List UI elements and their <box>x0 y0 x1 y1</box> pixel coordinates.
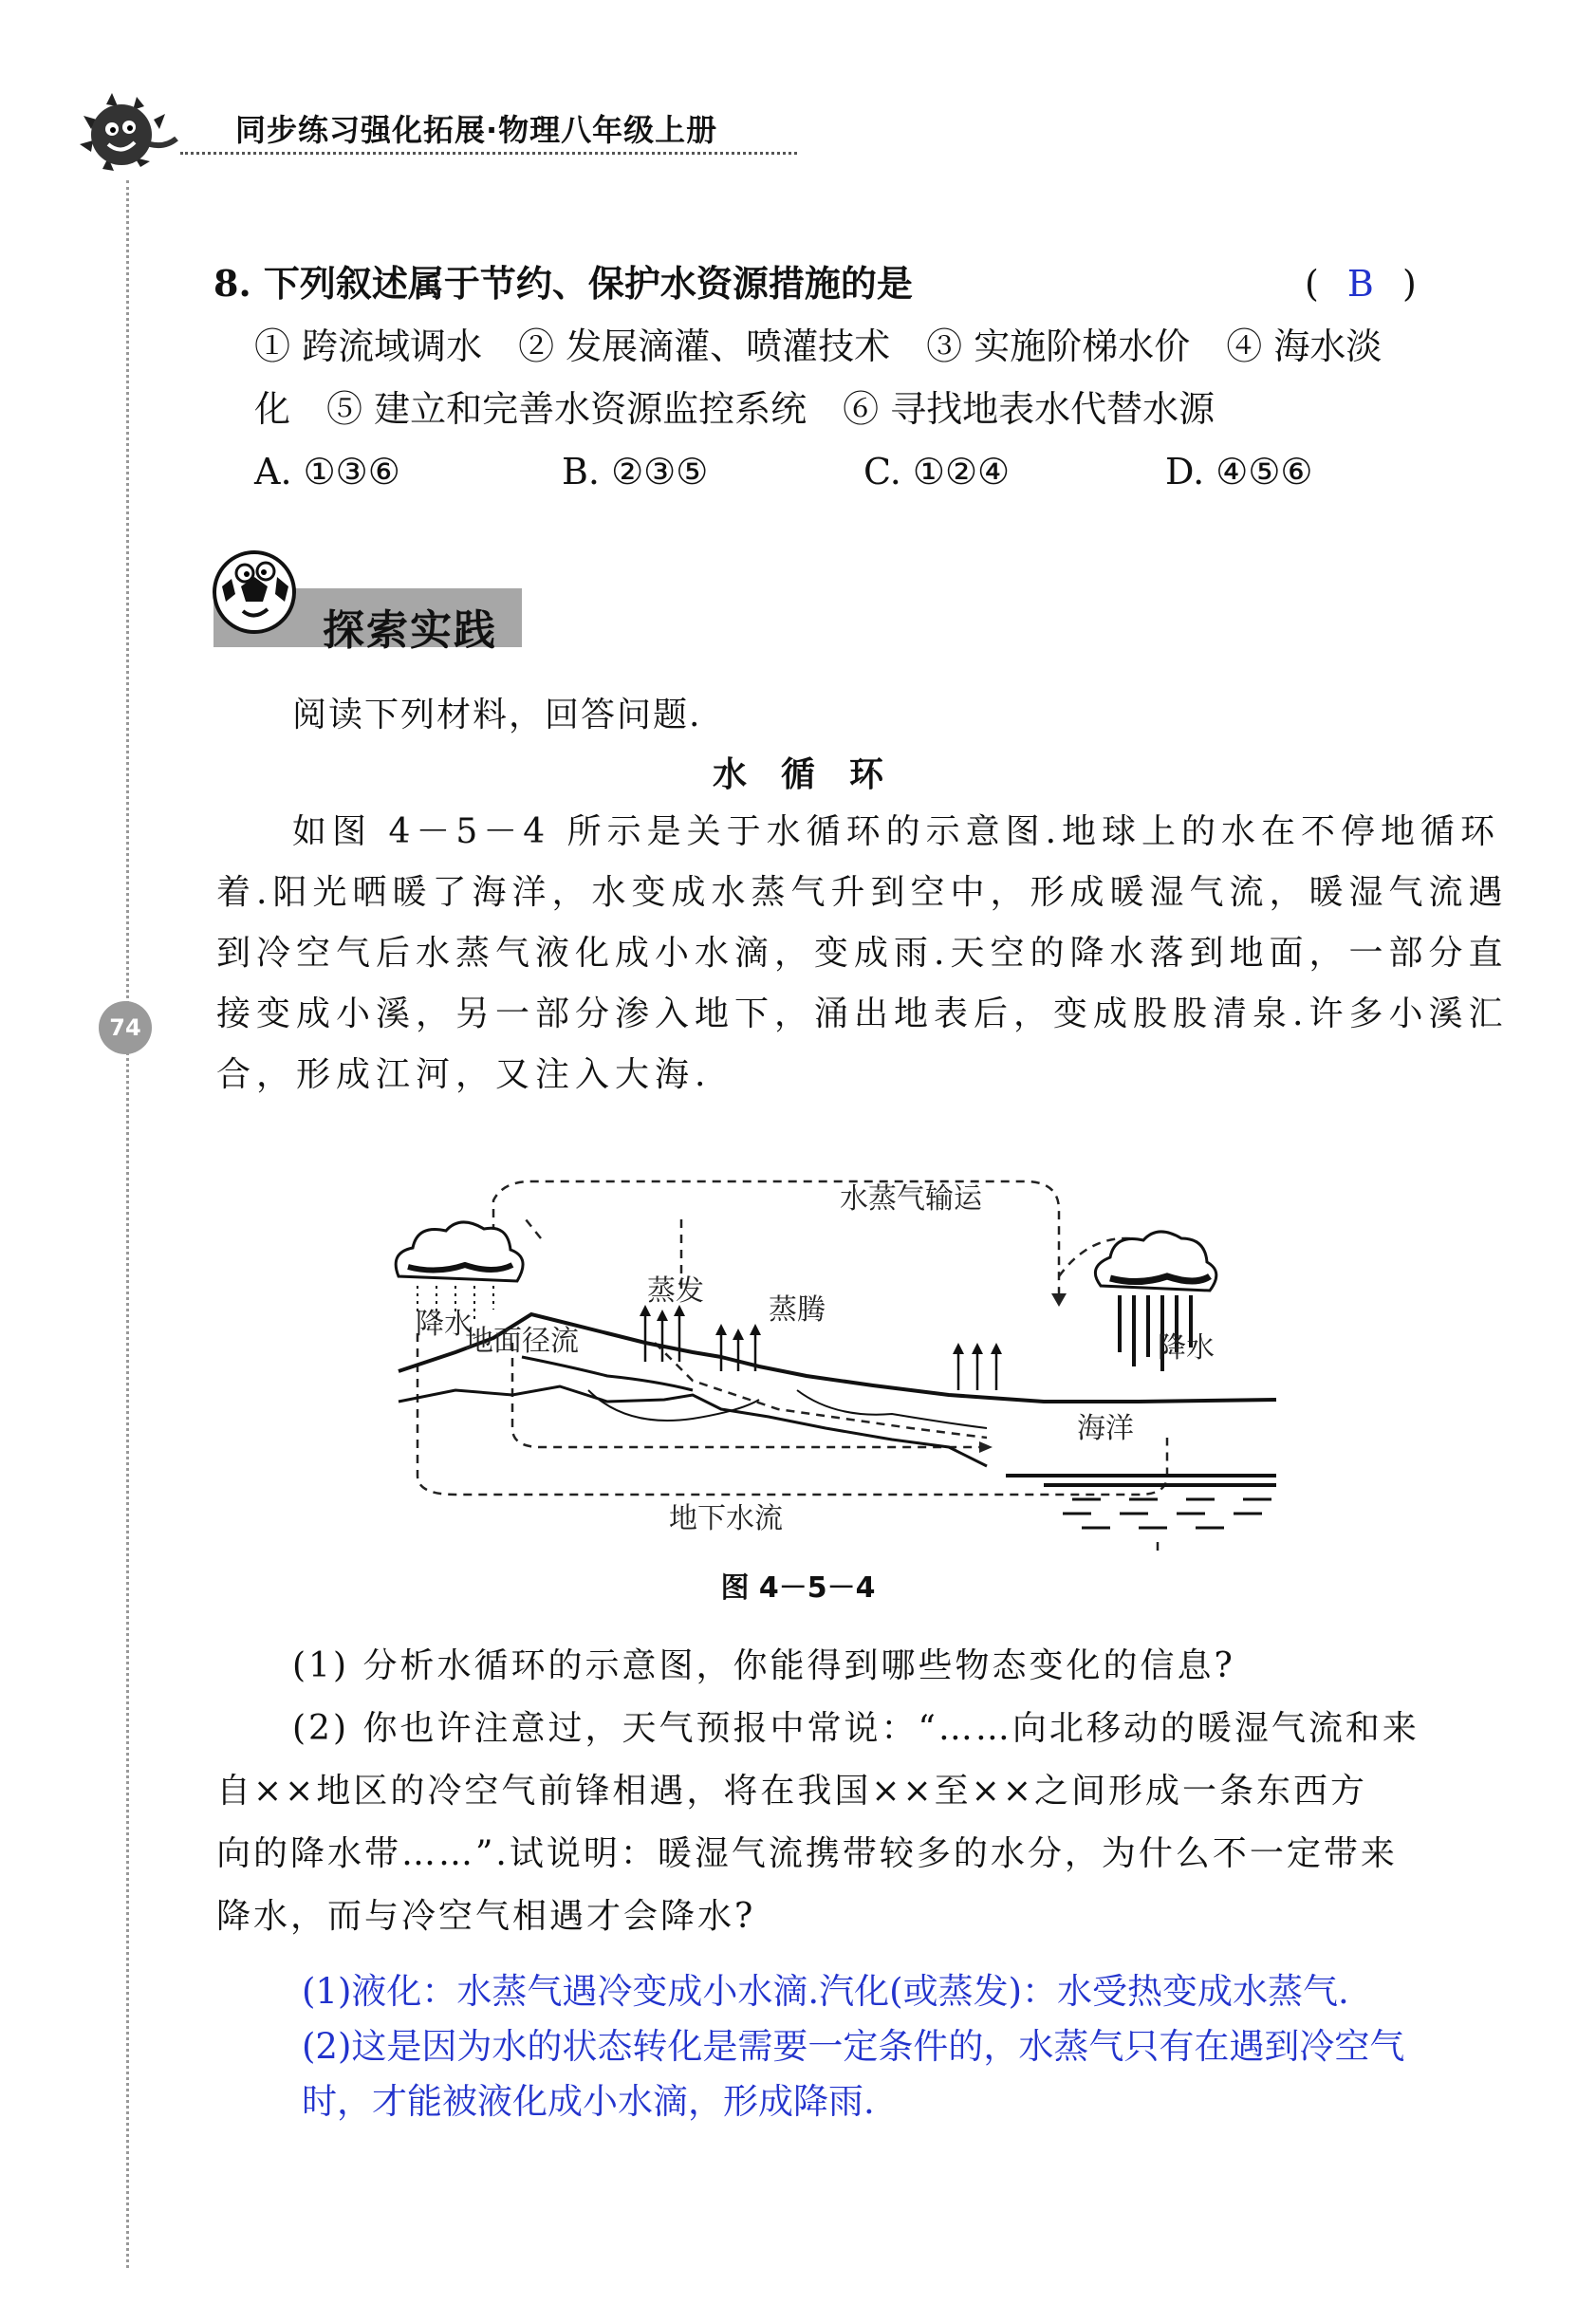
reading-line-5: 合，形成江河，又注入大海. <box>216 1055 712 1094</box>
bracket-close: ) <box>1401 263 1417 305</box>
question-8-answer-bracket <box>1305 263 1417 305</box>
question-8-stem <box>213 262 913 305</box>
water-cycle-diagram <box>380 1162 1281 1552</box>
sub-question-2-line-1: (2) 你也许注意过，天气预报中常说：“……向北移动的暖湿气流和来 <box>292 1709 1420 1748</box>
label-evaporation: 蒸发 <box>647 1274 704 1308</box>
sub-question-2-line-4: 降水，而与冷空气相遇才会降水? <box>216 1897 756 1936</box>
sun-mascot-icon <box>74 91 178 177</box>
question-8-items-line-2: 化 ⑤ 建立和完善水资源监控系统 ⑥ 寻找地表水代替水源 <box>254 388 1216 430</box>
margin-divider <box>126 180 129 2268</box>
answer-1: (1)液化：水蒸气遇冷变成小水滴.汽化(或蒸发)：水受热变成水蒸气. <box>302 1971 1349 2012</box>
reading-line-1: 如图 4－5－4 所示是关于水循环的示意图.地球上的水在不停地循环 <box>292 812 1501 851</box>
option-d: D. ④⑤⑥ <box>1165 451 1313 492</box>
option-a: A. ①③⑥ <box>254 451 400 492</box>
sub-question-2-line-2: 自××地区的冷空气前锋相遇，将在我国××至××之间形成一条东西方 <box>216 1772 1367 1811</box>
answer-2-line-2: 时，才能被液化成小水滴，形成降雨. <box>302 2081 875 2122</box>
reading-line-2: 着.阳光晒暖了海洋，水变成水蒸气升到空中，形成暖湿气流，暖湿气流遇 <box>216 873 1509 912</box>
bracket-open: ( <box>1305 263 1319 305</box>
reading-line-4: 接变成小溪，另一部分渗入地下，涌出地表后，变成股股清泉.许多小溪汇 <box>216 994 1509 1033</box>
header-divider <box>180 152 797 155</box>
answer-2-line-1: (2)这是因为水的状态转化是需要一定条件的，水蒸气只有在遇到冷空气 <box>302 2026 1405 2067</box>
question-8-text: 8. 下列叙述属于节约、保护水资源措施的是 <box>213 262 913 305</box>
label-ocean: 海洋 <box>1077 1412 1134 1445</box>
left-cloud-icon <box>396 1222 523 1319</box>
soccer-ball-mascot-icon <box>211 548 298 636</box>
label-groundwater: 地下水流 <box>669 1502 783 1535</box>
question-8-answer: B <box>1346 263 1374 305</box>
label-precip-right: 降水 <box>1158 1331 1215 1365</box>
label-transpiration: 蒸腾 <box>769 1293 826 1327</box>
page-number: 74 <box>99 1001 152 1054</box>
label-vapor-transport: 水蒸气输运 <box>840 1182 982 1216</box>
option-c: C. ①②④ <box>863 451 1011 492</box>
reading-intro: 阅读下列材料，回答问题. <box>292 696 702 734</box>
option-b: B. ②③⑤ <box>562 451 709 492</box>
label-surface-runoff: 地面径流 <box>465 1325 579 1358</box>
sub-question-1: (1) 分析水循环的示意图，你能得到哪些物态变化的信息? <box>292 1646 1235 1685</box>
section-title: 探索实践 <box>323 606 497 655</box>
question-8-items-line-1: ① 跨流域调水 ② 发展滴灌、喷灌技术 ③ 实施阶梯水价 ④ 海水淡 <box>254 325 1383 367</box>
reading-title: 水 循 环 <box>712 755 883 794</box>
label-precip-left: 降水 <box>416 1308 473 1341</box>
reading-line-3: 到冷空气后水蒸气液化成小水滴，变成雨.天空的降水落到地面，一部分直 <box>216 934 1509 973</box>
sub-question-2-line-3: 向的降水带……”.试说明：暖湿气流携带较多的水分，为什么不一定带来 <box>216 1834 1398 1873</box>
figure-caption: 图 4－5－4 <box>720 1571 876 1605</box>
ocean-waves <box>1006 1476 1276 1528</box>
header-title: 同步练习强化拓展·物理八年级上册 <box>235 112 718 148</box>
